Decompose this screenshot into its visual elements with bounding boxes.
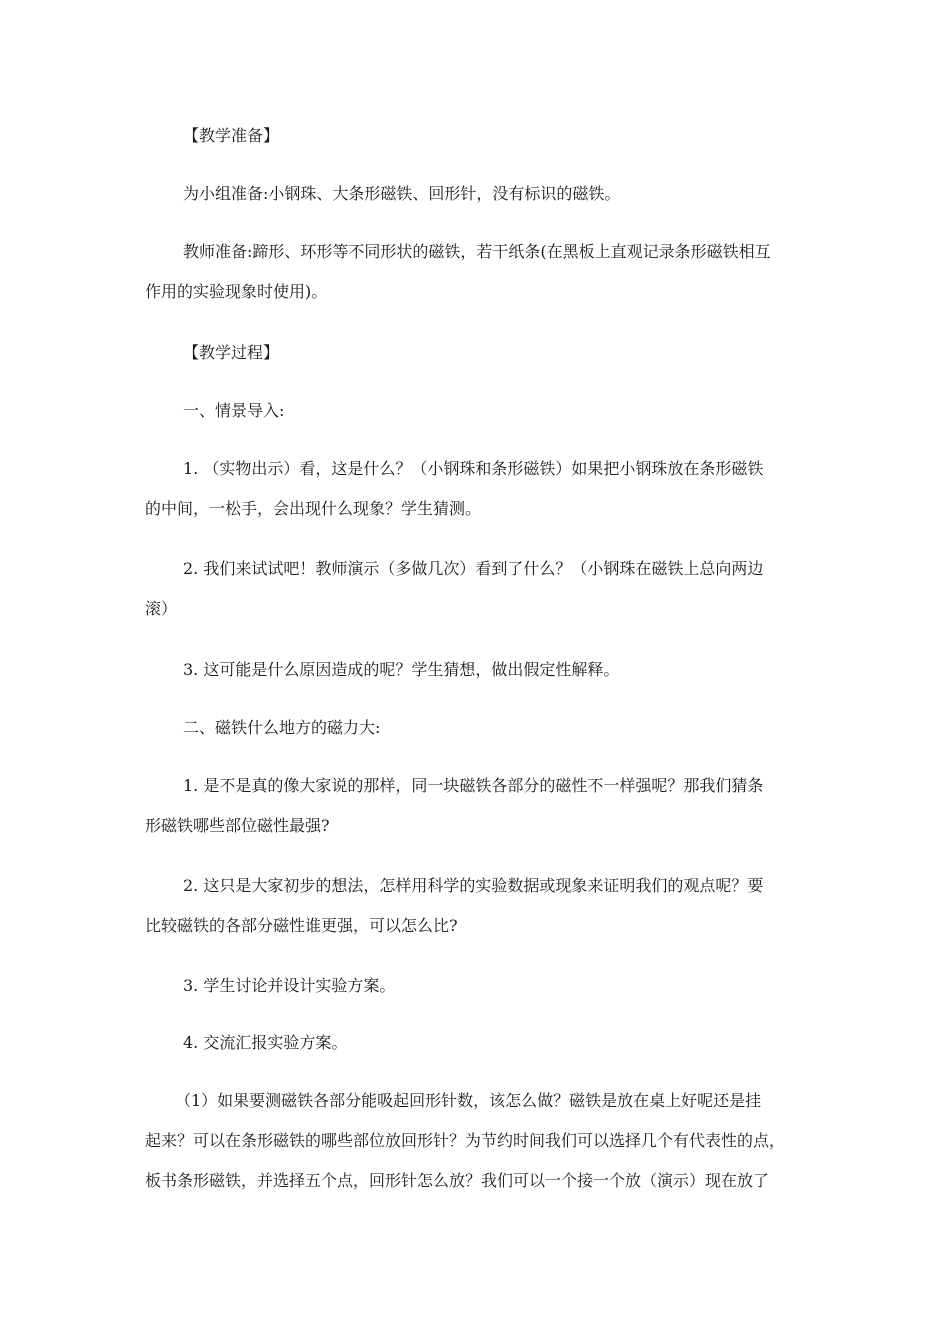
part-two-item-3: 3. 学生讨论并设计实验方案。 xyxy=(183,976,396,995)
preparation-heading: 【教学准备】 xyxy=(183,126,280,145)
process-heading: 【教学过程】 xyxy=(183,343,280,362)
part-two-heading: 二、磁铁什么地方的磁力大: xyxy=(183,718,381,737)
part-one-item-2: 2. 我们来试试吧！教师演示（多做几次）看到了什么？（小钢珠在磁铁上总向两边 滚） xyxy=(145,559,764,618)
part-two-item-1: 1. 是不是真的像大家说的那样，同一块磁铁各部分的磁性不一样强呢？那我们猜条 形磁铁哪些部位磁性最强? xyxy=(145,776,764,835)
part-two-item-4-1: （1）如果要测磁铁各部分能吸起回形针数，该怎么做？磁铁是放在桌上好呢还是挂 起来？可以在条形磁铁的哪些部位放回形针？为节约时间我们可以选择几个有代表性的点， 板书条形磁铁，并选择五个点，回形针怎么放？我们可以一个接一个放（演示）现在放了 xyxy=(145,1091,786,1190)
part-one-item-1: 1. （实物出示）看，这是什么？（小钢珠和条形磁铁）如果把小钢珠放在条形磁铁 的中间，一松手，会出现什么现象？学生猜测。 xyxy=(145,459,764,518)
teacher-preparation-paragraph: 教师准备:蹄形、环形等不同形状的磁铁，若干纸条(在黑板上直观记录条形磁铁相互 作用的实验现象时使用)。 xyxy=(145,242,771,301)
part-two-item-2: 2. 这只是大家初步的想法，怎样用科学的实验数据或现象来证明我们的观点呢？要 比较磁铁的各部分磁性谁更强，可以怎么比? xyxy=(145,876,764,935)
part-one-item-3: 3. 这可能是什么原因造成的呢？学生猜想，做出假定性解释。 xyxy=(183,660,620,679)
group-preparation-paragraph: 为小组准备:小钢珠、大条形磁铁、回形针，没有标识的磁铁。 xyxy=(183,184,621,203)
part-two-item-4: 4. 交流汇报实验方案。 xyxy=(183,1033,348,1052)
part-one-heading: 一、情景导入: xyxy=(183,401,285,420)
